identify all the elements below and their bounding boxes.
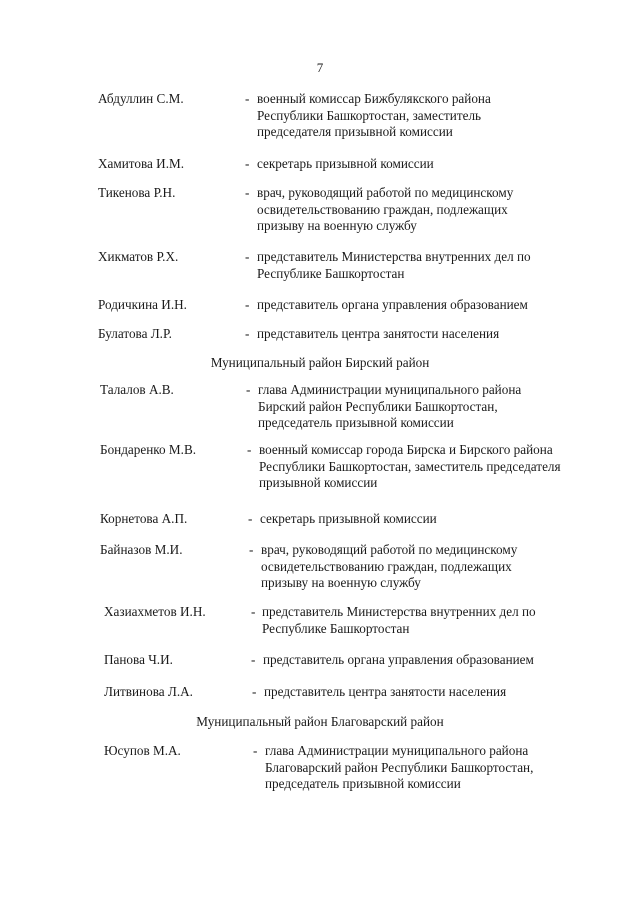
member-role: военный комиссар Бижбулякского района Республики Башкортостан, заместитель председателя призывной комиссии bbox=[257, 91, 491, 139]
member-role: глава Администрации муниципального района Благоварский район Республики Башкортостан, председатель призывной комиссии bbox=[265, 743, 534, 791]
member-name: Родичкина И.Н. bbox=[98, 297, 187, 312]
member-dash: - bbox=[245, 297, 250, 312]
member-role: врач, руководящий работой по медицинскому освидетельствованию граждан, подлежащих призыву на военную службу bbox=[261, 542, 518, 590]
member-name: Булатова Л.Р. bbox=[98, 326, 172, 341]
member-dash: - bbox=[245, 326, 250, 341]
member-role: представитель центра занятости населения bbox=[257, 326, 500, 341]
member-name: Абдуллин С.М. bbox=[98, 91, 184, 106]
member-role: представитель органа управления образованием bbox=[257, 297, 528, 312]
member-name: Хамитова И.М. bbox=[98, 156, 185, 171]
member-dash: - bbox=[245, 91, 250, 106]
member-role: секретарь призывной комиссии bbox=[257, 156, 434, 171]
member-role: секретарь призывной комиссии bbox=[260, 511, 437, 526]
member-name: Байназов М.И. bbox=[100, 542, 183, 557]
member-dash: - bbox=[246, 382, 251, 397]
member-role: представитель органа управления образованием bbox=[263, 652, 534, 667]
member-dash: - bbox=[252, 684, 257, 699]
member-role: представитель Министерства внутренних дел по Республике Башкортостан bbox=[257, 249, 531, 281]
member-name: Бондаренко М.В. bbox=[100, 442, 197, 457]
member-dash: - bbox=[251, 604, 256, 619]
section-heading: Муниципальный район Бирский район bbox=[210, 355, 430, 370]
member-name: Литвинова Л.А. bbox=[104, 684, 193, 699]
member-dash: - bbox=[253, 743, 258, 758]
member-dash: - bbox=[248, 511, 253, 526]
section-heading: Муниципальный район Благоварский район bbox=[196, 714, 444, 729]
member-name: Тикенова Р.Н. bbox=[98, 185, 176, 200]
page-number: 7 bbox=[316, 60, 324, 75]
member-role: врач, руководящий работой по медицинскому освидетельствованию граждан, подлежащих призыву на военную службу bbox=[257, 185, 514, 233]
member-name: Панова Ч.И. bbox=[104, 652, 173, 667]
member-dash: - bbox=[247, 442, 252, 457]
member-name: Корнетова А.П. bbox=[100, 511, 188, 526]
member-role: глава Администрации муниципального района Бирский район Республики Башкортостан, председатель призывной комиссии bbox=[258, 382, 522, 430]
member-name: Хазиахметов И.Н. bbox=[104, 604, 206, 619]
member-name: Хикматов Р.Х. bbox=[98, 249, 179, 264]
member-dash: - bbox=[245, 185, 250, 200]
member-dash: - bbox=[251, 652, 256, 667]
member-role: военный комиссар города Бирска и Бирского района Республики Башкортостан, заместитель председателя призывной комиссии bbox=[259, 442, 561, 490]
member-name: Юсупов М.А. bbox=[104, 743, 181, 758]
member-role: представитель центра занятости населения bbox=[264, 684, 507, 699]
member-dash: - bbox=[249, 542, 254, 557]
member-dash: - bbox=[245, 156, 250, 171]
member-role: представитель Министерства внутренних дел по Республике Башкортостан bbox=[262, 604, 536, 636]
member-name: Талалов А.В. bbox=[100, 382, 174, 397]
member-dash: - bbox=[245, 249, 250, 264]
